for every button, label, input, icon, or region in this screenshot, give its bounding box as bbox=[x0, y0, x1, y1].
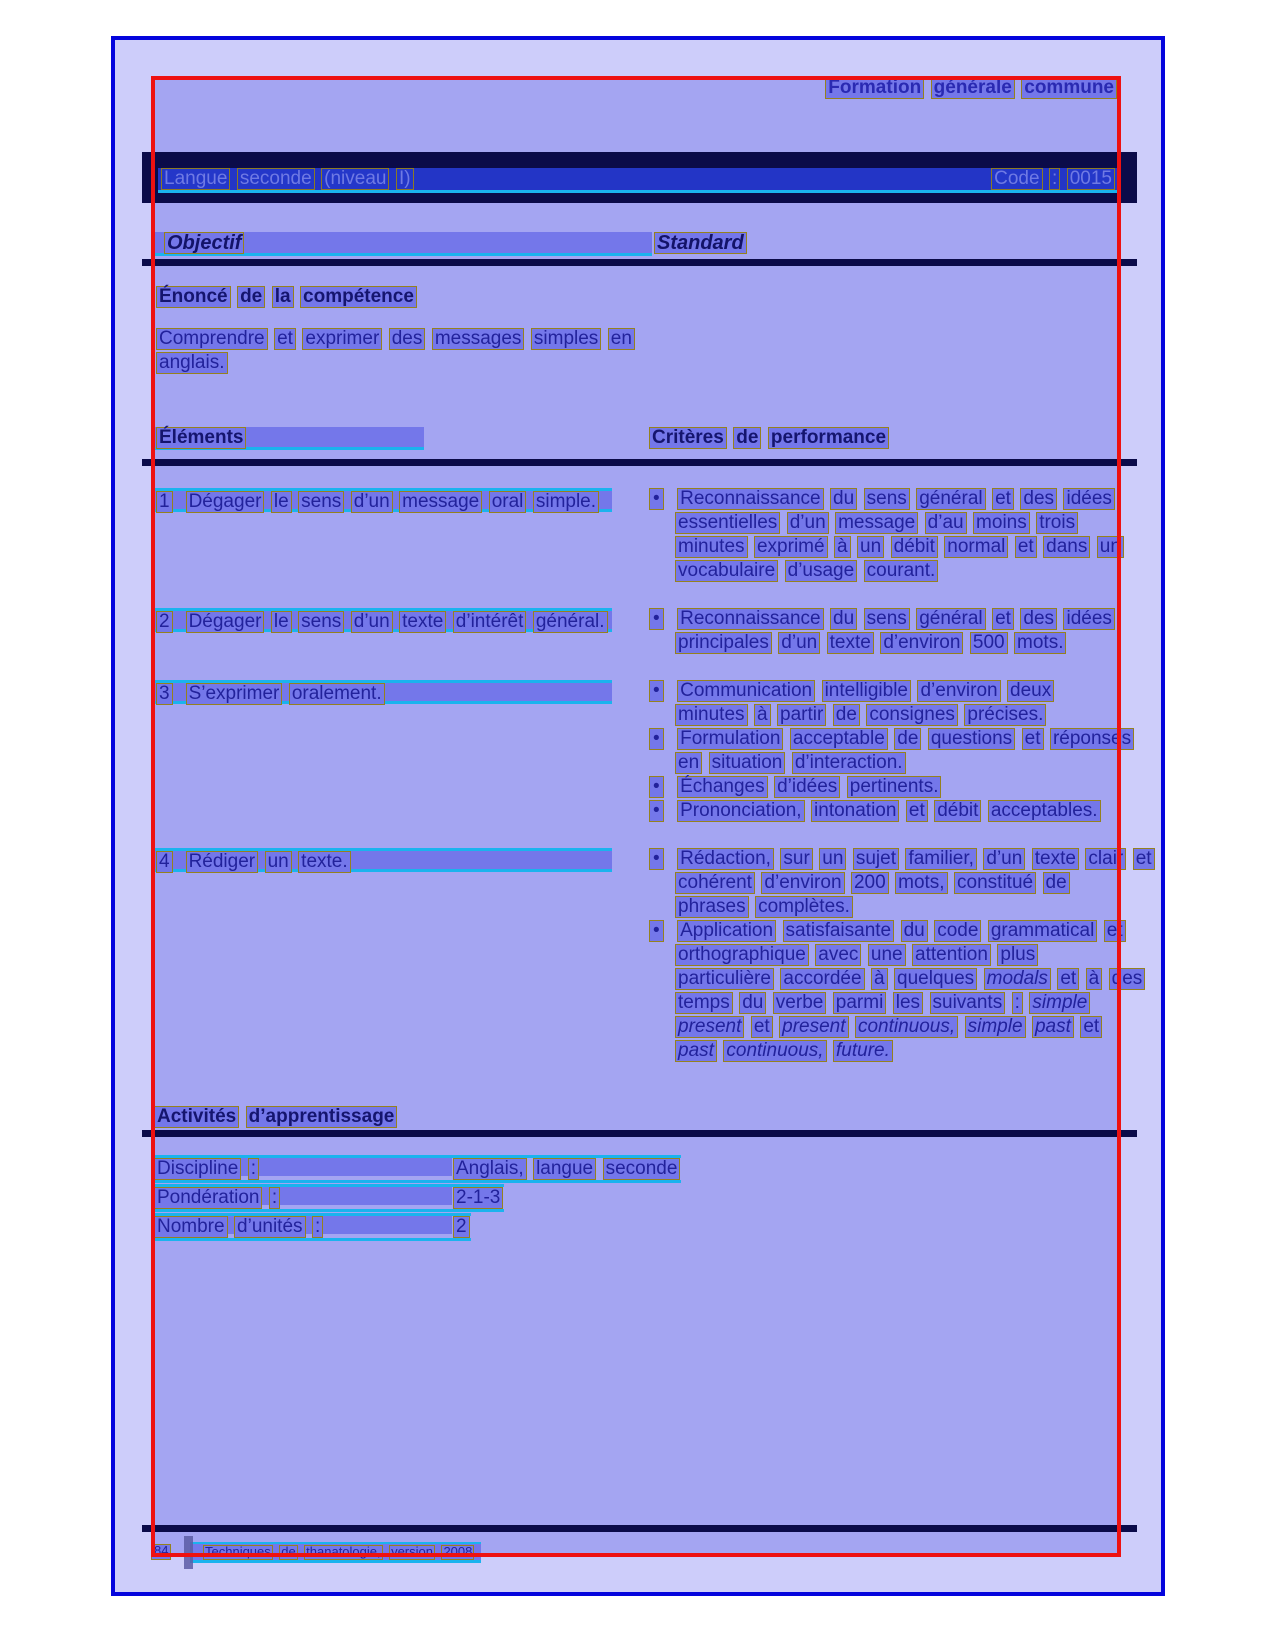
word: des bbox=[1020, 608, 1057, 630]
word: Standard bbox=[654, 232, 747, 254]
word: satisfaisante bbox=[783, 920, 895, 942]
word: oral bbox=[489, 491, 527, 513]
word: d’environ bbox=[761, 872, 844, 894]
word: Code bbox=[991, 168, 1042, 190]
course-title bbox=[160, 168, 415, 190]
word: acceptable bbox=[790, 728, 888, 750]
word: parmi bbox=[833, 992, 887, 1014]
course-title-band bbox=[158, 168, 1118, 193]
text-cursor-artifact bbox=[184, 1536, 193, 1569]
word: d’un bbox=[351, 491, 393, 513]
word: Prononciation, bbox=[677, 800, 804, 822]
table-row bbox=[153, 488, 1143, 584]
element-cell bbox=[153, 488, 612, 512]
table-row bbox=[153, 608, 1143, 656]
word: Objectif bbox=[164, 232, 244, 254]
word: et bbox=[1015, 536, 1037, 558]
criteria-line bbox=[648, 896, 1156, 920]
word: général bbox=[916, 488, 985, 510]
word: mots. bbox=[1014, 632, 1066, 654]
word: à bbox=[754, 704, 771, 726]
section-divider bbox=[142, 259, 1137, 266]
element-number: 4 bbox=[156, 851, 173, 873]
bullet-icon: • bbox=[649, 728, 664, 750]
word: Dégager bbox=[186, 491, 265, 513]
criteria-line bbox=[648, 608, 1116, 632]
word: grammatical bbox=[988, 920, 1097, 942]
word: accordée bbox=[780, 968, 864, 990]
word: 2008 bbox=[443, 1544, 473, 1559]
element-number: 1 bbox=[156, 491, 173, 513]
word: d’environ bbox=[880, 632, 963, 654]
word: général bbox=[916, 608, 985, 630]
word: Pondération bbox=[154, 1187, 262, 1209]
word: un bbox=[819, 848, 846, 870]
word: sens bbox=[864, 488, 910, 510]
word: sujet bbox=[853, 848, 899, 870]
criteria-cell bbox=[648, 848, 1156, 1064]
field-separator: : bbox=[248, 1158, 259, 1180]
page-number bbox=[150, 1544, 172, 1562]
word: Reconnaissance bbox=[677, 608, 823, 630]
word: le bbox=[271, 611, 292, 633]
word: sens bbox=[298, 491, 344, 513]
word: simples bbox=[531, 328, 601, 350]
word: langue bbox=[533, 1158, 596, 1180]
word: et bbox=[1104, 920, 1126, 942]
word: seconde bbox=[603, 1158, 681, 1180]
word: à bbox=[1086, 968, 1103, 990]
word: dans bbox=[1043, 536, 1090, 558]
criteria-line bbox=[648, 560, 1125, 584]
word: d’un bbox=[778, 632, 820, 654]
word: d’usage bbox=[785, 560, 858, 582]
word: avec bbox=[815, 944, 861, 966]
enonce-heading bbox=[155, 286, 418, 308]
criteria-line bbox=[648, 992, 1156, 1016]
word: orthographique bbox=[675, 944, 809, 966]
word: code bbox=[934, 920, 981, 942]
word: past bbox=[675, 1040, 717, 1062]
word: simple. bbox=[533, 491, 599, 513]
word: clair bbox=[1085, 848, 1126, 870]
field-label-cell bbox=[153, 1216, 452, 1237]
criteria-line bbox=[648, 488, 1125, 512]
word: normal bbox=[944, 536, 1008, 558]
word: intelligible bbox=[822, 680, 911, 702]
word: simple bbox=[965, 1016, 1026, 1038]
word: essentielles bbox=[675, 512, 780, 534]
word: débit bbox=[891, 536, 938, 558]
word: Formulation bbox=[677, 728, 783, 750]
word: d’un bbox=[351, 611, 393, 633]
word: present bbox=[675, 1016, 744, 1038]
word: la bbox=[272, 286, 294, 308]
word: de bbox=[833, 704, 860, 726]
criteria-line bbox=[648, 512, 1125, 536]
word: débit bbox=[934, 800, 981, 822]
word: 2-1-3 bbox=[453, 1187, 503, 1209]
word: simple bbox=[1029, 992, 1090, 1014]
activities-heading bbox=[153, 1106, 398, 1128]
word: texte bbox=[827, 632, 874, 654]
word: 200 bbox=[851, 872, 889, 894]
word: idées bbox=[1063, 608, 1114, 630]
word: à bbox=[871, 968, 888, 990]
word: d’intérêt bbox=[453, 611, 527, 633]
word: exprimé bbox=[754, 536, 828, 558]
element-cell bbox=[153, 680, 612, 704]
word: message bbox=[835, 512, 918, 534]
criteria-line bbox=[648, 632, 1116, 656]
word: performance bbox=[768, 427, 889, 449]
word: consignes bbox=[866, 704, 958, 726]
bullet-icon: • bbox=[649, 800, 664, 822]
word: acceptables. bbox=[988, 800, 1101, 822]
word: : bbox=[1049, 168, 1060, 190]
word: future. bbox=[833, 1040, 893, 1062]
word: Énoncé bbox=[156, 286, 231, 308]
word: en bbox=[608, 328, 635, 350]
field-label-cell bbox=[153, 1158, 452, 1179]
field-row bbox=[153, 1213, 471, 1241]
bullet-icon: • bbox=[649, 920, 664, 942]
criteria-cell bbox=[648, 488, 1125, 584]
word: 2 bbox=[453, 1216, 470, 1238]
word: du bbox=[901, 920, 928, 942]
enonce-body-line bbox=[155, 352, 636, 376]
word: et bbox=[1022, 728, 1044, 750]
bullet-icon: • bbox=[649, 488, 664, 510]
section-divider bbox=[142, 1130, 1137, 1137]
word: : bbox=[1012, 992, 1023, 1014]
criteria-line bbox=[648, 800, 1135, 824]
criteres-heading bbox=[648, 427, 890, 449]
word: plus bbox=[997, 944, 1038, 966]
word: d’interaction. bbox=[792, 752, 906, 774]
criteria-line bbox=[648, 728, 1135, 752]
word: (niveau bbox=[321, 168, 389, 190]
word: Échanges bbox=[677, 776, 768, 798]
word: mots, bbox=[895, 872, 947, 894]
criteria-line bbox=[648, 968, 1156, 992]
word: d’au bbox=[925, 512, 967, 534]
criteria-line bbox=[648, 848, 1156, 872]
word: moins bbox=[973, 512, 1030, 534]
column-header-objectif bbox=[153, 232, 652, 256]
word: texte. bbox=[298, 851, 350, 873]
word: constitué bbox=[954, 872, 1036, 894]
criteria-cell bbox=[648, 608, 1116, 656]
word: seconde bbox=[237, 168, 315, 190]
enonce-body-line bbox=[155, 328, 636, 352]
criteria-line bbox=[648, 1016, 1156, 1040]
word: minutes bbox=[675, 704, 748, 726]
word: sens bbox=[864, 608, 910, 630]
word: complètes. bbox=[755, 896, 853, 918]
activities-fields bbox=[153, 1155, 681, 1242]
field-value bbox=[452, 1216, 471, 1238]
criteria-line bbox=[648, 776, 1135, 800]
field-value bbox=[452, 1187, 504, 1209]
word: un bbox=[1097, 536, 1124, 558]
word: oralement. bbox=[289, 683, 385, 705]
word: texte bbox=[1032, 848, 1079, 870]
word: exprimer bbox=[302, 328, 382, 350]
bullet-icon: • bbox=[649, 608, 664, 630]
word: et bbox=[751, 1016, 773, 1038]
course-title-bar bbox=[142, 152, 1137, 203]
word: S’exprimer bbox=[186, 683, 283, 705]
word: message bbox=[399, 491, 482, 513]
word: compétence bbox=[300, 286, 417, 308]
word: commune bbox=[1021, 77, 1117, 99]
word: Reconnaissance bbox=[677, 488, 823, 510]
criteria-cell bbox=[648, 680, 1135, 824]
word: Langue bbox=[161, 168, 230, 190]
word: deux bbox=[1007, 680, 1054, 702]
word: intonation bbox=[811, 800, 899, 822]
word: 500 bbox=[970, 632, 1008, 654]
word: texte bbox=[399, 611, 446, 633]
word: d’un bbox=[983, 848, 1025, 870]
word: I) bbox=[396, 168, 414, 190]
word: le bbox=[271, 491, 292, 513]
section-divider bbox=[142, 459, 1137, 466]
word: suivants bbox=[930, 992, 1006, 1014]
word: particulière bbox=[675, 968, 774, 990]
word: past bbox=[1032, 1016, 1074, 1038]
criteria-line bbox=[648, 872, 1156, 896]
table-row bbox=[153, 680, 1143, 824]
word: principales bbox=[675, 632, 772, 654]
word: temps bbox=[675, 992, 733, 1014]
word: d’apprentissage bbox=[246, 1106, 398, 1128]
word: Application bbox=[677, 920, 776, 942]
criteria-line bbox=[648, 752, 1135, 776]
word: quelques bbox=[894, 968, 977, 990]
table-row bbox=[153, 848, 1152, 1064]
word: Éléments bbox=[156, 427, 246, 449]
word: Nombre bbox=[154, 1216, 228, 1238]
word: Comprendre bbox=[156, 328, 268, 350]
word: de bbox=[237, 286, 265, 308]
field-row bbox=[153, 1155, 681, 1183]
word: et bbox=[1057, 968, 1079, 990]
word: de bbox=[1043, 872, 1070, 894]
word: continuous, bbox=[855, 1016, 958, 1038]
word: familier, bbox=[905, 848, 976, 870]
word: situation bbox=[709, 752, 786, 774]
field-value bbox=[452, 1158, 681, 1180]
word: général. bbox=[533, 611, 608, 633]
word: et bbox=[1133, 848, 1155, 870]
word: thanatologie, bbox=[306, 1544, 381, 1559]
element-cell bbox=[153, 608, 612, 632]
word: Formation bbox=[825, 77, 924, 99]
word: Techniques bbox=[205, 1544, 271, 1559]
header-note bbox=[824, 77, 1118, 99]
criteria-line bbox=[648, 944, 1156, 968]
field-separator: : bbox=[269, 1187, 280, 1209]
word: précises. bbox=[964, 704, 1046, 726]
word: du bbox=[830, 488, 857, 510]
word: pertinents. bbox=[847, 776, 942, 798]
field-label-cell bbox=[153, 1187, 452, 1208]
word: d’unités bbox=[234, 1216, 306, 1238]
word: de bbox=[733, 427, 761, 449]
element-number: 3 bbox=[156, 683, 173, 705]
field-row bbox=[153, 1184, 504, 1212]
bullet-icon: • bbox=[649, 776, 664, 798]
word: de bbox=[281, 1544, 296, 1559]
footer-divider bbox=[142, 1525, 1137, 1532]
word: générale bbox=[931, 77, 1015, 99]
word: du bbox=[830, 608, 857, 630]
word: et bbox=[992, 608, 1014, 630]
word: les bbox=[893, 992, 923, 1014]
word: present bbox=[779, 1016, 848, 1038]
word: 84 bbox=[151, 1544, 171, 1560]
criteria-line bbox=[648, 1040, 1156, 1064]
word: une bbox=[868, 944, 906, 966]
criteria-line bbox=[648, 704, 1135, 728]
word: questions bbox=[928, 728, 1015, 750]
word: en bbox=[675, 752, 702, 774]
word: Anglais, bbox=[453, 1158, 527, 1180]
word: version bbox=[391, 1544, 433, 1559]
word: continuous, bbox=[723, 1040, 826, 1062]
word: cohérent bbox=[675, 872, 755, 894]
word: sens bbox=[298, 611, 344, 633]
element-cell bbox=[153, 848, 612, 872]
word: des bbox=[1109, 968, 1146, 990]
element-number: 2 bbox=[156, 611, 173, 633]
criteria-line bbox=[648, 536, 1125, 560]
word: messages bbox=[432, 328, 525, 350]
word: modals bbox=[984, 968, 1051, 990]
word: Dégager bbox=[186, 611, 265, 633]
word: et bbox=[906, 800, 928, 822]
word: courant. bbox=[864, 560, 939, 582]
word: sur bbox=[780, 848, 812, 870]
word: d’un bbox=[787, 512, 829, 534]
word: du bbox=[739, 992, 766, 1014]
word: et bbox=[1080, 1016, 1102, 1038]
word: partir bbox=[777, 704, 826, 726]
column-header-standard bbox=[653, 232, 748, 254]
word: anglais. bbox=[156, 352, 228, 374]
word: et bbox=[274, 328, 296, 350]
word: un bbox=[857, 536, 884, 558]
competency-table bbox=[153, 488, 1152, 1088]
word: Rédaction, bbox=[677, 848, 774, 870]
word: de bbox=[894, 728, 921, 750]
word: Rédiger bbox=[186, 851, 259, 873]
word: phrases bbox=[675, 896, 749, 918]
criteria-line bbox=[648, 920, 1156, 944]
elements-heading bbox=[153, 427, 424, 450]
footer-text bbox=[190, 1542, 481, 1563]
word: réponses bbox=[1050, 728, 1134, 750]
word: idées bbox=[1063, 488, 1114, 510]
word: vocabulaire bbox=[675, 560, 778, 582]
word: Communication bbox=[677, 680, 815, 702]
word: un bbox=[265, 851, 292, 873]
word: des bbox=[389, 328, 426, 350]
word: 0015 bbox=[1067, 168, 1115, 190]
bullet-icon: • bbox=[649, 848, 664, 870]
word: trois bbox=[1036, 512, 1078, 534]
word: et bbox=[992, 488, 1014, 510]
word: à bbox=[834, 536, 851, 558]
word: minutes bbox=[675, 536, 748, 558]
word: Critères bbox=[649, 427, 727, 449]
enonce-body bbox=[155, 328, 636, 376]
word: d’idées bbox=[774, 776, 840, 798]
word: des bbox=[1020, 488, 1057, 510]
word: Discipline bbox=[154, 1158, 241, 1180]
field-separator: : bbox=[312, 1216, 323, 1238]
word: attention bbox=[912, 944, 991, 966]
bullet-icon: • bbox=[649, 680, 664, 702]
course-code bbox=[990, 168, 1116, 190]
criteria-line bbox=[648, 680, 1135, 704]
word: Activités bbox=[154, 1106, 239, 1128]
word: verbe bbox=[773, 992, 827, 1014]
word: d’environ bbox=[917, 680, 1000, 702]
